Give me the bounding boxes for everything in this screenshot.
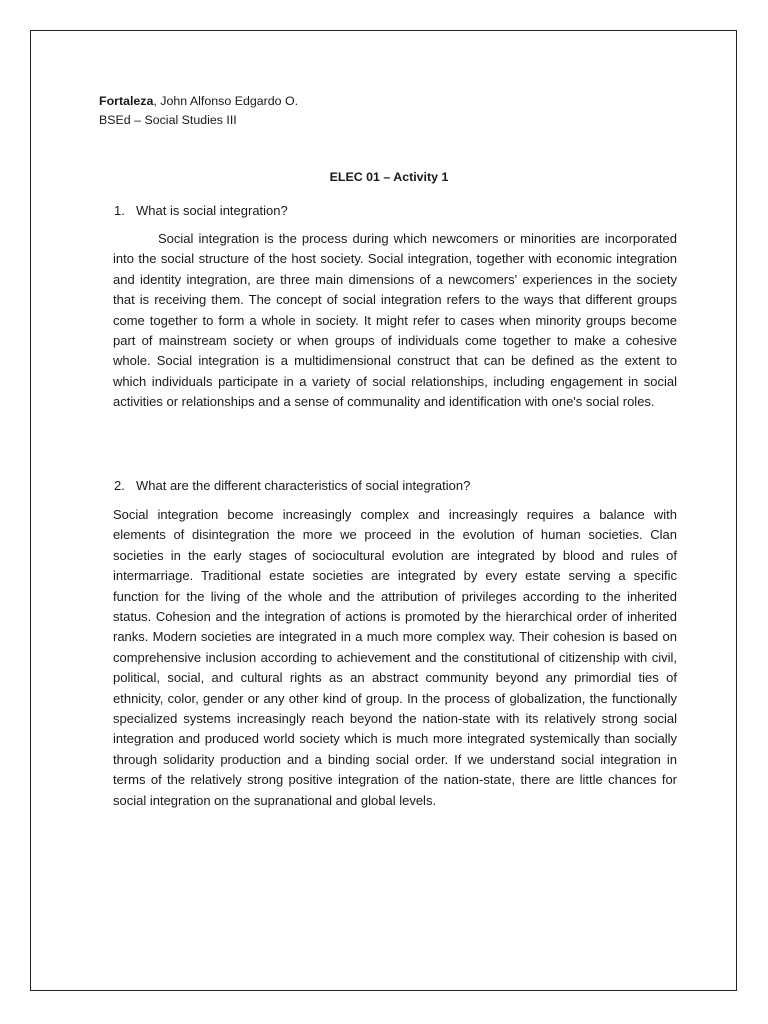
question-2: [114, 476, 694, 495]
question-2-number: 2.: [114, 478, 125, 493]
question-1-number: 1.: [114, 203, 125, 218]
document-title-text: ELEC 01 – Activity 1: [329, 170, 449, 184]
student-course: BSEd – Social Studies III: [99, 113, 237, 127]
student-name: [99, 92, 298, 111]
student-given-names: , John Alfonso Edgardo O.: [153, 94, 299, 108]
answer-2: Social integration become increasingly complex and increasingly requires a balance with elements of disintegration the more we proceed in the evolution of human societies. Clan societies in the early stages of sociocultural evolution are integrated by blood and rules of intermarriage. Traditional estate societies are integrated by every estate serving a specific function for the living of the whole and the attribution of privileges according to the inherited status. Cohesion and the integration of actions is promoted by the hierarchical order of inherited ranks. Modern societies are integrated in a much more complex way. Their cohesion is based on comprehensive inclusion according to achievement and the constitutional of citizenship with civil, political, social, and cultural rights as an abstract community beyond any primordial ties of ethnicity, color, gender or any other kind of group. In the process of globalization, the functionally specialized systems increasingly reach beyond the nation-state with its relatively strong social integration and produced world society which is much more integrated systemically than socially through solidarity production and a binding social order. If we understand social integration in terms of the relatively strong positive integration of the nation-state, there are little chances for social integration on the supranational and global levels.: [113, 507, 677, 808]
student-surname: Fortaleza: [99, 94, 154, 108]
answer-1: Social integration is the process during which newcomers or minorities are incorporated into the social structure of the host society. Social integration, together with economic integration and identity integration, are three main dimensions of a newcomers' experiences in the society that is receiving them. The concept of social integration refers to the ways that different groups come together to form a whole in society. It might refer to cases when minority groups become part of mainstream society or when groups of individuals come together to make a cohesive whole. Social integration is a multidimensional construct that can be defined as the extent to which individuals participate in a variety of social relationships, including engagement in social activities or relationships and a sense of communality and identification with one's social roles.: [113, 231, 677, 410]
question-2-text: What are the different characteristics of social integration?: [136, 478, 471, 493]
question-1-text: What is social integration?: [136, 203, 288, 218]
document-title: [0, 168, 768, 187]
question-1: [114, 201, 694, 220]
